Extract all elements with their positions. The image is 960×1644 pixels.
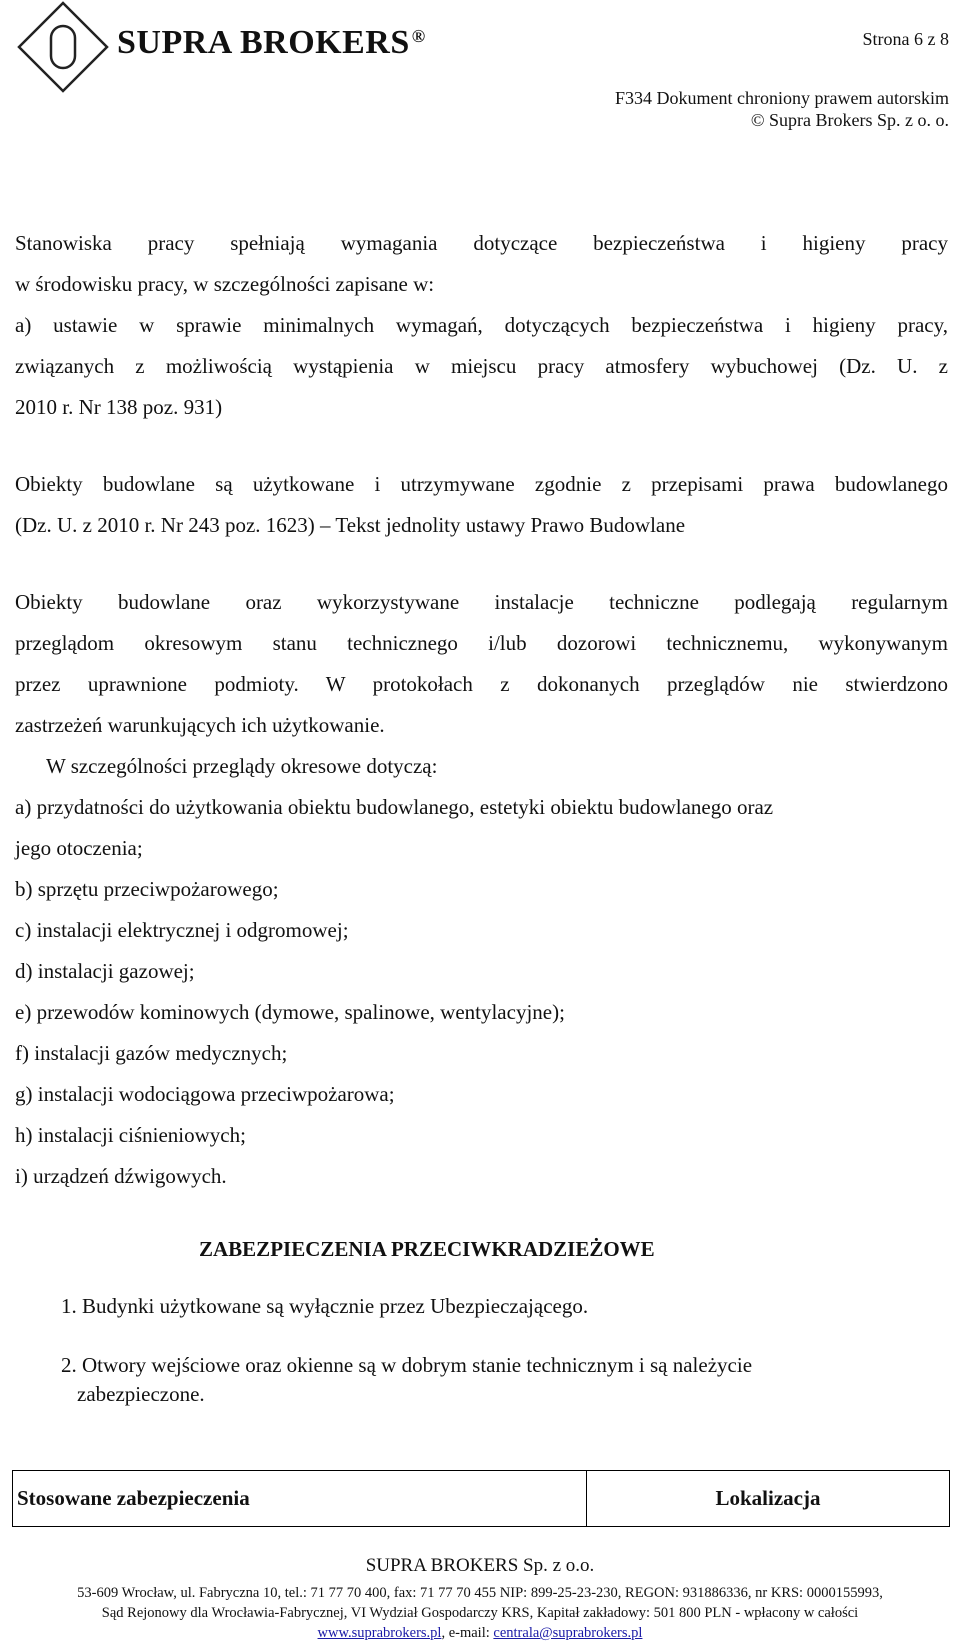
list-item: e) przewodów kominowych (dymowe, spalinowe, wentylacyjne);	[15, 1000, 565, 1024]
list-intro: W szczególności przeglądy okresowe dotyczą:	[46, 754, 438, 778]
list-item: g) instalacji wodociągowa przeciwpożarowa;	[15, 1082, 395, 1106]
page-indicator: Strona 6 z 8	[862, 29, 949, 49]
list-item: f) instalacji gazów medycznych;	[15, 1041, 288, 1065]
paragraph-line: Obiekty budowlane oraz wykorzystywane instalacje techniczne podlegają regularnym	[15, 590, 948, 614]
document-notice: F334 Dokument chroniony prawem autorskim	[615, 88, 949, 108]
paragraph-line: przeglądom okresowym stanu technicznego i/lub dozorowi technicznemu, wykonywanym	[15, 631, 948, 655]
company-logo-icon	[16, 0, 110, 94]
list-item: a) przydatności do użytkowania obiektu budowlanego, estetyki obiektu budowlanego oraz	[15, 795, 774, 819]
list-item: h) instalacji ciśnieniowych;	[15, 1123, 246, 1147]
paragraph-line: 2010 r. Nr 138 poz. 931)	[15, 395, 223, 419]
footer-court: Sąd Rejonowy dla Wrocławia-Fabrycznej, VI Wydział Gospodarczy KRS, Kapitał zakładowy: 501 800 PLN - wpłacony w całości	[101, 1605, 859, 1621]
paragraph-line: w środowisku pracy, w szczególności zapisane w:	[15, 272, 435, 296]
website-link[interactable]: www.suprabrokers.pl	[317, 1625, 442, 1641]
list-item: i) urządzeń dźwigowych.	[15, 1164, 227, 1188]
numbered-item: zabezpieczone.	[77, 1382, 205, 1406]
paragraph-line: zastrzeżeń warunkujących ich użytkowanie.	[15, 713, 385, 737]
table-header-security: Stosowane zabezpieczenia	[13, 1471, 587, 1526]
registered-mark: ®	[411, 26, 426, 46]
list-item: c) instalacji elektrycznej i odgromowej;	[15, 918, 349, 942]
numbered-item: 1. Budynki użytkowane są wyłącznie przez Ubezpieczającego.	[61, 1294, 589, 1318]
security-table	[12, 1470, 950, 1527]
brand-name	[117, 24, 426, 62]
footer-contact	[0, 1625, 960, 1642]
brand-text: SUPRA BROKERS	[117, 24, 410, 61]
paragraph-line: a) ustawie w sprawie minimalnych wymagań, dotyczących bezpieczeństwa i higieny pracy,	[15, 313, 948, 337]
list-item: jego otoczenia;	[15, 836, 143, 860]
section-heading: ZABEZPIECZENIA PRZECIWKRADZIEŻOWE	[199, 1237, 655, 1261]
copyright-notice: © Supra Brokers Sp. z o. o.	[750, 110, 949, 130]
footer-address: 53-609 Wrocław, ul. Fabryczna 10, tel.: 71 77 70 400, fax: 71 77 70 455 NIP: 899-25-23-230, REGON: 931886336, nr KRS: 0000155993,	[77, 1585, 883, 1601]
paragraph-line: Stanowiska pracy spełniają wymagania dotyczące bezpieczeństwa i higieny pracy	[15, 231, 948, 255]
paragraph-line: Obiekty budowlane są użytkowane i utrzymywane zgodnie z przepisami prawa budowlanego	[15, 472, 948, 496]
numbered-item: 2. Otwory wejściowe oraz okienne są w dobrym stanie technicznym i są należycie	[61, 1353, 753, 1377]
paragraph-line: związanych z możliwością wystąpienia w miejscu pracy atmosfery wybuchowej (Dz. U. z	[15, 354, 948, 378]
table-header-location: Lokalizacja	[715, 1486, 821, 1510]
email-label: , e-mail:	[441, 1625, 494, 1641]
paragraph-line: przez uprawnione podmioty. W protokołach z dokonanych przeglądów nie stwierdzono	[15, 672, 948, 696]
paragraph-line: (Dz. U. z 2010 r. Nr 243 poz. 1623) – Tekst jednolity ustawy Prawo Budowlane	[15, 513, 686, 537]
list-item: d) instalacji gazowej;	[15, 959, 195, 983]
list-item: b) sprzętu przeciwpożarowego;	[15, 877, 279, 901]
email-link[interactable]: centrala@suprabrokers.pl	[493, 1625, 643, 1641]
footer-company: SUPRA BROKERS Sp. z o.o.	[365, 1555, 595, 1576]
